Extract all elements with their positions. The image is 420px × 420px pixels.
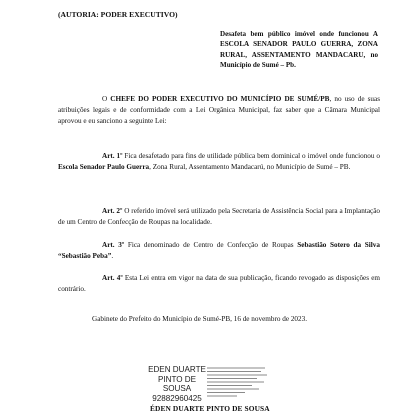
digital-signature-block bbox=[0, 365, 420, 420]
intro-rest: , no uso de suas atribuições legais e de conformidade com a Lei Orgânica Municipal, faz saber que a Câmara Municipal aprovou e eu sanciono a seguinte Lei: bbox=[58, 95, 380, 125]
intro-authority: CHEFE DO PODER EXECUTIVO DO MUNICÍPIO DE SUMÉ/PB bbox=[110, 95, 330, 103]
article-4 bbox=[58, 273, 380, 295]
article-2 bbox=[58, 206, 380, 228]
closing-line: Gabinete do Prefeito do Município de Sumé-PB, 16 de novembro de 2023. bbox=[92, 315, 307, 323]
signature-stamp-name bbox=[148, 365, 206, 403]
article-4-label: Art. 4º bbox=[102, 274, 123, 282]
intro-paragraph bbox=[58, 94, 380, 127]
signature-id-number: 92882960425 bbox=[152, 393, 202, 403]
signature-name-line-1: EDEN DUARTE bbox=[148, 365, 206, 374]
article-3-honoree: Sebastião Sotero da Silva “Sebastião Peba” bbox=[58, 241, 380, 260]
article-2-label: Art. 2º bbox=[102, 207, 123, 215]
article-1-text-a: Fica desafetado para fins de utilidade pública bem dominical o imóvel onde funcionou o bbox=[122, 152, 380, 160]
intro-lead: O bbox=[102, 95, 111, 103]
article-4-text: Esta Lei entra em vigor na data de sua publicação, ficando revogado as disposições em contrário. bbox=[58, 274, 380, 293]
signature-name-line-2: PINTO DE SOUSA bbox=[157, 374, 197, 394]
article-2-text: O referido imóvel será utilizado pela Secretaria de Assistência Social para a Implantação de um Centro de Confecção de Roupas na localidade. bbox=[58, 207, 381, 226]
article-1-label: Art. 1º bbox=[102, 152, 123, 160]
signature-certificate-details bbox=[207, 366, 269, 399]
article-1-school-name: Escola Senador Paulo Guerra bbox=[58, 163, 150, 171]
article-1 bbox=[58, 151, 380, 173]
ementa-summary: Desafeta bem público imóvel onde funcionou A ESCOLA SENADOR PAULO GUERRA, ZONA RURAL, ASSENTAMENTO MANDACARU, no Município de Sumé – Pb. bbox=[220, 30, 378, 69]
article-3-text: Fica denominado de Centro de Confecção de Roupas bbox=[124, 241, 298, 249]
article-3-label: Art. 3º bbox=[102, 241, 125, 249]
article-3 bbox=[58, 240, 380, 262]
signatory-name: ÉDEN DUARTE PINTO DE SOUSA bbox=[150, 404, 270, 413]
certificate-text-lines bbox=[207, 366, 269, 399]
article-1-text-b: , Zona Rural, Assentamento Mandacarú, no Município de Sumé – PB. bbox=[149, 163, 351, 171]
article-3-end: . bbox=[111, 252, 114, 260]
authorship-line: (AUTORIA: PODER EXECUTIVO) bbox=[58, 10, 178, 19]
